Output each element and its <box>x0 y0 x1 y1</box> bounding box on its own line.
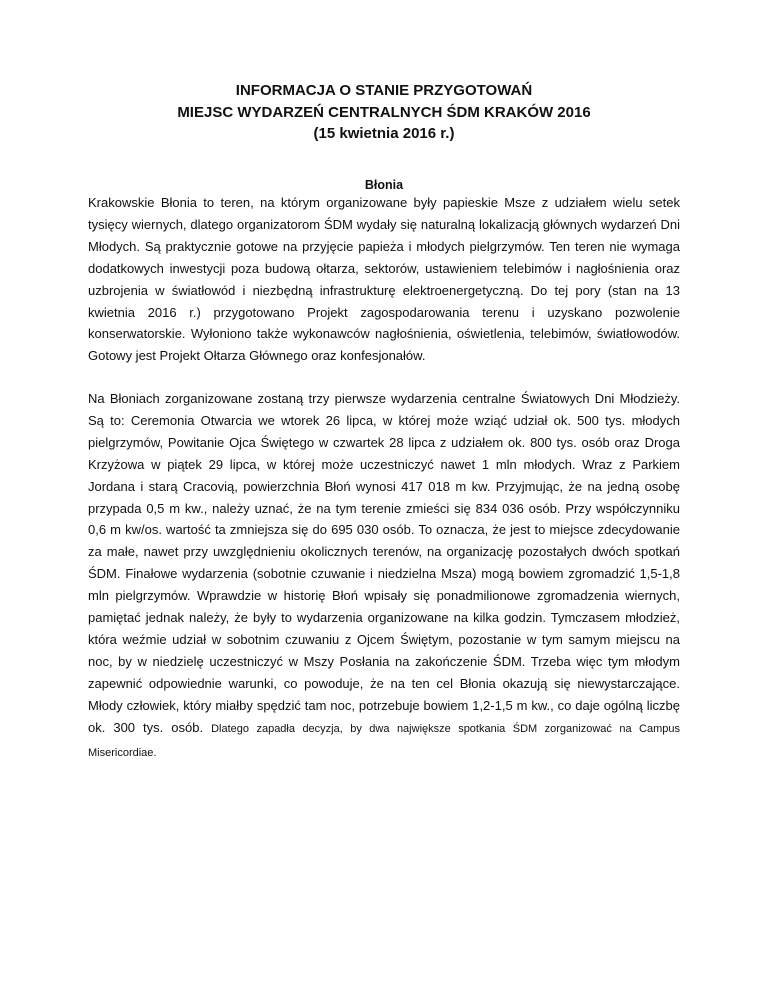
title-line-2: MIEJSC WYDARZEŃ CENTRALNYCH ŚDM KRAKÓW 2016 <box>177 103 591 121</box>
document-title <box>0 80 768 145</box>
section-heading-blonia: Błonia <box>364 178 404 192</box>
paragraph-events-main: Na Błoniach zorganizowane zostaną trzy pierwsze wydarzenia centralne Światowych Dni Młodzieży. Są to: Ceremonia Otwarcia we wtorek 26 lipca, w której może wziąć udział ok. 500 tys. młodych pielgrzymów, Powitanie Ojca Świętego w czwartek 28 lipca z udziałem ok. 800 tys. osób oraz Droga Krzyżowa w piątek 29 lipca, w której może uczestniczyć nawet 1 mln młodych. Wraz z Parkiem Jordana i starą Cracovią, powierzchnia Błoń wynosi 417 018 m kw. Przyjmując, że na jedną osobę przypada 0,5 m kw., należy uznać, że na tym terenie zmieści się 834 036 osób. Przy współczynniku 0,6 m kw/os. wartość ta zmniejsza się do 695 030 osób. To oznacza, że jest to miejsce zdecydowanie za małe, nawet przy uwzględnieniu okolicznych terenów, na organizację pozostałych dwóch spotkań ŚDM. Finałowe wydarzenia (sobotnie czuwanie i niedzielna Msza) mogą bowiem zgromadzić 1,5-1,8 mln pielgrzymów. Wprawdzie w historię Błoń wpisały się ponadmilionowe zgromadzenia wiernych, pamiętać jednak należy, że były to wydarzenia organizowane na kilka godzin. Tymczasem młodzież, która weźmie udział w sobotnim czuwaniu z Ojcem Świętym, pozostanie w tym samym miejscu na noc, by w niedzielę uczestniczyć w Mszy Posłania na zakończenie ŚDM. Trzeba więc tym młodym zapewnić odpowiednie warunki, co powoduje, że na ten cel Błonia okazują się niewystarczające. Młody człowiek, który miałby spędzić tam noc, potrzebuje bowiem 1,2-1,5 m kw., co daje ogólną liczbę ok. 300 tys. osób. <box>88 391 680 735</box>
paragraph-intro: Krakowskie Błonia to teren, na którym organizowane były papieskie Msze z udziałem wielu setek tysięcy wiernych, dlatego organizatorom ŚDM wydały się naturalną lokalizacją głównych wydarzeń Dni Młodych. Są praktycznie gotowe na przyjęcie papieża i młodych pielgrzymów. Ten teren nie wymaga dodatkowych inwestycji poza budową ołtarza, sektorów, ustawieniem telebimów i nagłośnienia oraz uzbrojenia w światłowód i niezbędną infrastrukturę elektroenergetyczną. Do tej pory (stan na 13 kwietnia 2016 r.) przygotowano Projekt zagospodarowania terenu i uzyskano pozwolenie konserwatorskie. Wyłoniono także wykonawców nagłośnienia, oświetlenia, telebimów, światłowodów. Gotowy jest Projekt Ołtarza Głównego oraz konfesjonałów. <box>88 195 680 364</box>
title-line-1: INFORMACJA O STANIE PRZYGOTOWAŃ <box>235 82 533 99</box>
title-date: (15 kwietnia 2016 r.) <box>313 125 455 142</box>
paragraph-events-decision: Dlatego zapadła decyzja, by dwa największe spotkania ŚDM zorganizować na Campus Misericordiae. <box>88 722 680 759</box>
paragraph-events <box>88 388 680 764</box>
